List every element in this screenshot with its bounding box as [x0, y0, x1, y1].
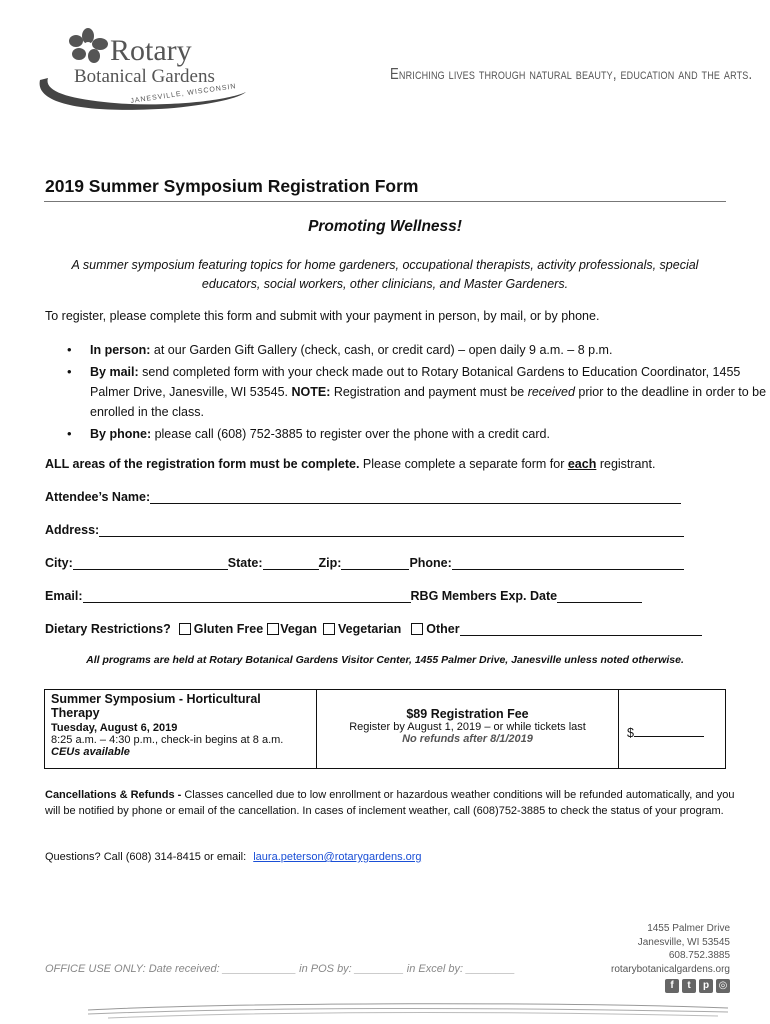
program-date: Tuesday, August 6, 2019: [51, 722, 178, 734]
register-by: Register by August 1, 2019 – or while tickets last: [349, 721, 586, 733]
dollar-sign: $: [627, 726, 634, 740]
logo-location: JANESVILLE, WISCONSIN: [130, 83, 237, 105]
program-ceus: CEUs available: [51, 746, 130, 758]
cancellations-text: Classes cancelled due to low enrollment or hazardous weather conditions will be refunded automatically, and you will be notified by phone or email of the cancellation. In cases of inclement weather, call (608)752-3885 to check the status of your program.: [45, 789, 735, 817]
method-label: In person:: [90, 343, 151, 357]
city-label: City:: [45, 556, 73, 570]
tagline: Enriching lives through natural beauty, education and the arts.: [390, 66, 753, 83]
logo-word-rotary: Rotary: [110, 34, 192, 67]
phone-field[interactable]: [452, 555, 684, 570]
dietary-label: Dietary Restrictions?: [45, 622, 171, 636]
contact-email-link[interactable]: laura.peterson@rotarygardens.org: [253, 851, 422, 863]
method-label: By phone:: [90, 427, 152, 441]
program-amount-cell: [619, 690, 725, 768]
refund-policy: No refunds after 8/1/2019: [402, 733, 533, 745]
city-row: [45, 555, 684, 570]
method-text: please call (608) 752-3885 to register over the phone with a credit card.: [151, 427, 550, 441]
footer-address: [611, 922, 730, 976]
each-emphasis: each: [567, 457, 597, 471]
registration-fee: $89 Registration Fee: [406, 707, 529, 721]
attendee-label: Attendee’s Name:: [45, 490, 151, 504]
attendee-name-field[interactable]: [150, 489, 681, 504]
completion-notice: [45, 457, 655, 471]
list-item: [90, 362, 770, 422]
form-subtitle: Promoting Wellness!: [308, 218, 462, 235]
members-exp-date-field[interactable]: [557, 588, 642, 603]
registration-methods-list: [45, 340, 770, 446]
footer-city: Janesville, WI 53545: [637, 936, 730, 948]
email-field[interactable]: [83, 588, 411, 603]
zip-label: Zip:: [318, 556, 342, 570]
members-label: RBG Members Exp. Date: [410, 589, 558, 603]
address-field[interactable]: [99, 522, 684, 537]
social-icons: [665, 979, 730, 993]
phone-label: Phone:: [409, 556, 452, 570]
form-title: 2019 Summer Symposium Registration Form: [45, 176, 419, 196]
program-fee-cell: [317, 690, 619, 768]
list-item: [90, 340, 770, 360]
state-field[interactable]: [263, 555, 319, 570]
amount-field[interactable]: [634, 724, 704, 737]
gluten-free-label: Gluten Free: [193, 622, 264, 636]
state-label: State:: [227, 556, 263, 570]
footer-swoosh: [88, 998, 728, 1022]
completion-bold: ALL areas of the registration form must be complete.: [45, 457, 360, 471]
email-label: Email:: [45, 589, 83, 603]
program-name: Summer Symposium - Horticultural Therapy: [51, 692, 261, 720]
questions-text: Questions? Call (608) 314-8415 or email:: [45, 851, 250, 863]
flower-icon: [69, 28, 108, 63]
completion-text: registrant.: [596, 457, 656, 471]
other-field[interactable]: [460, 621, 702, 636]
instructions: To register, please complete this form and submit with your payment in person, by mail, or by phone.: [45, 309, 600, 323]
vegetarian-checkbox[interactable]: [323, 623, 335, 635]
program-table: [44, 689, 726, 769]
attendee-row: [45, 489, 681, 504]
footer-website: rotarybotanicalgardens.org: [611, 963, 730, 975]
pinterest-icon[interactable]: p: [699, 979, 713, 993]
title-divider: [44, 201, 726, 202]
completion-text: Please complete a separate form for: [359, 457, 568, 471]
program-time: 8:25 a.m. – 4:30 p.m., check-in begins at 8 a.m.: [51, 734, 284, 746]
note-label: NOTE:: [291, 385, 331, 399]
email-row: [45, 588, 642, 603]
dietary-row: [45, 621, 702, 636]
footer-street: 1455 Palmer Drive: [647, 923, 730, 934]
programs-location-note: All programs are held at Rotary Botanical Gardens Visitor Center, 1455 Palmer Drive, Janesville unless noted otherwise.: [86, 654, 684, 666]
gluten-free-checkbox[interactable]: [179, 623, 191, 635]
vegan-label: Vegan: [280, 622, 318, 636]
note-emphasis: received: [527, 385, 575, 399]
address-label: Address:: [45, 523, 100, 537]
footer-phone: 608.752.3885: [668, 950, 730, 961]
cancellations-label: Cancellations & Refunds -: [45, 789, 182, 801]
instagram-icon[interactable]: ◎: [716, 979, 730, 993]
method-text: send completed form with your check made out to Rotary Botanical Gardens to Education Coordinator, 1455 Palmer Drive, Janesville, WI 53545.: [90, 365, 741, 399]
other-label: Other: [426, 622, 460, 636]
office-use-only: OFFICE USE ONLY: Date received: ____________ in POS by: ________ in Excel by: ________: [45, 963, 516, 975]
questions-line: [45, 851, 422, 863]
twitter-icon[interactable]: t: [682, 979, 696, 993]
other-checkbox[interactable]: [411, 623, 423, 635]
method-text: at our Garden Gift Gallery (check, cash, or credit card) – open daily 9 a.m. – 8 p.m.: [150, 343, 613, 357]
vegan-checkbox[interactable]: [267, 623, 279, 635]
note-text: prior to the deadline in order to be enrolled in the class.: [90, 385, 767, 419]
address-row: [45, 522, 684, 537]
zip-field[interactable]: [341, 555, 409, 570]
intro-paragraph: A summer symposium featuring topics for home gardeners, occupational therapists, activity professionals, special educators, social workers, other clinicians, and Master Gardeners.: [71, 258, 699, 291]
city-field[interactable]: [73, 555, 228, 570]
cancellations-paragraph: [45, 787, 735, 819]
list-item: [90, 424, 770, 444]
method-label: By mail:: [90, 365, 139, 379]
vegetarian-label: Vegetarian: [338, 622, 402, 636]
program-info-cell: [45, 690, 317, 768]
logo-word-botanical-gardens: Botanical Gardens: [74, 66, 215, 87]
note-text: Registration and payment must be: [330, 385, 528, 399]
facebook-icon[interactable]: f: [665, 979, 679, 993]
